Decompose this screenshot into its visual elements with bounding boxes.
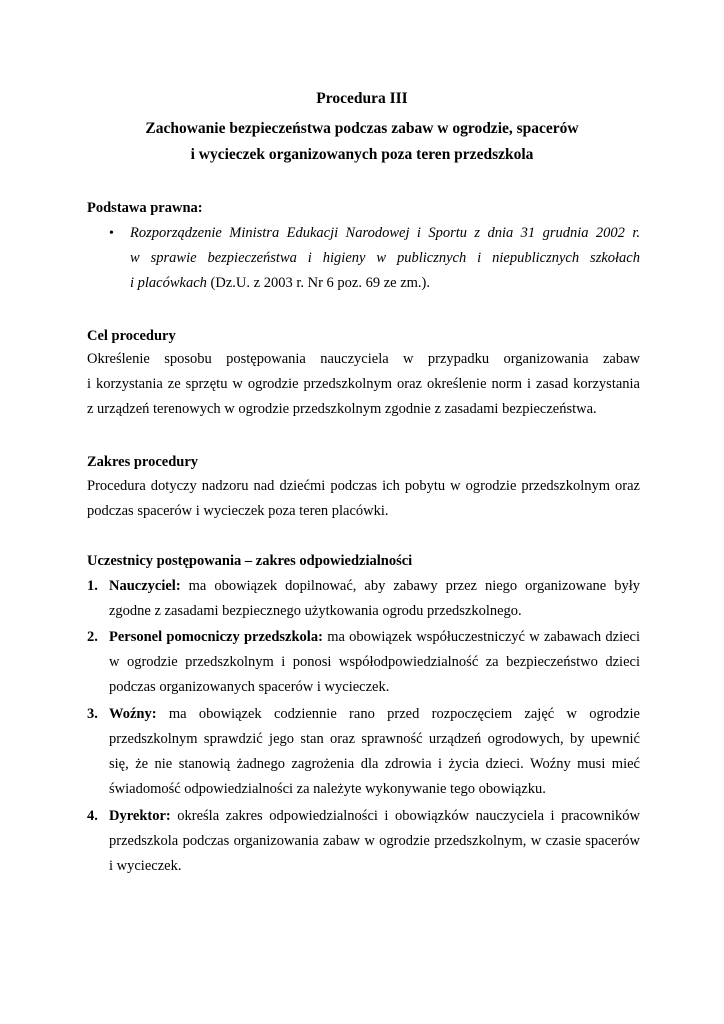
list-item-support-staff bbox=[109, 625, 640, 700]
participants-heading: Uczestnicy postępowania – zakres odpowiedzialności bbox=[87, 553, 413, 569]
list-item-teacher bbox=[109, 574, 640, 624]
list-item-director bbox=[109, 804, 640, 879]
procedure-title-line-2: i wycieczek organizowanych poza teren przedszkola bbox=[190, 146, 534, 163]
legal-basis-line: w sprawie bezpieczeństwa i higieny w publicznych i niepublicznych szkołach bbox=[130, 250, 640, 266]
list-item-line: zgodne z zasadami bezpiecznego użytkowania ogrodu przedszkolnego. bbox=[109, 603, 522, 619]
list-item-number: 1. bbox=[87, 578, 98, 594]
list-item-label: Dyrektor: bbox=[109, 808, 171, 824]
list-item-line: podczas organizowanych spacerów i wycieczek. bbox=[109, 679, 390, 695]
goal-heading: Cel procedury bbox=[87, 328, 176, 344]
list-item-line: przedszkola podczas organizowania zabaw w ogrodzie przedszkolnym, w czasie spacerów bbox=[109, 833, 640, 849]
legal-basis-line: Rozporządzenie Ministra Edukacji Narodowej i Sportu z dnia 31 grudnia 2002 r. bbox=[130, 225, 640, 241]
legal-basis-italic-part: i placówkach bbox=[130, 275, 207, 291]
list-item-text: ma obowiązek dopilnować, aby zabawy przez niego organizowane były bbox=[180, 578, 640, 594]
legal-basis-text bbox=[130, 221, 640, 296]
scope-line: podczas spacerów i wycieczek poza teren placówki. bbox=[87, 503, 389, 519]
list-item-label: Woźny: bbox=[109, 706, 157, 722]
scope-heading: Zakres procedury bbox=[87, 454, 199, 470]
procedure-title-line-1: Zachowanie bezpieczeństwa podczas zabaw w ogrodzie, spacerów bbox=[145, 120, 579, 137]
scope-line: Procedura dotyczy nadzoru nad dziećmi podczas ich pobytu w ogrodzie przedszkolnym oraz bbox=[87, 478, 640, 494]
goal-line: i korzystania ze sprzętu w ogrodzie przedszkolnym oraz określenie norm i zasad korzystania bbox=[87, 376, 640, 392]
bullet-icon: • bbox=[109, 226, 114, 241]
list-item-line: się, że nie stanowią żadnego zagrożenia dla zdrowia i życia dzieci. Woźny musi mieć bbox=[109, 756, 640, 772]
list-item-line: świadomość odpowiedzialności za należyte wykonywanie tego obowiązku. bbox=[109, 781, 546, 797]
list-item-text: ma obowiązek współuczestniczyć w zabawach dzieci bbox=[322, 629, 640, 645]
legal-basis-heading: Podstawa prawna: bbox=[87, 200, 203, 216]
list-item-line bbox=[109, 702, 640, 727]
goal-line: z urządzeń terenowych w ogrodzie przedszkolnym zgodnie z zasadami bezpieczeństwa. bbox=[87, 401, 597, 417]
list-item-text: określa zakres odpowiedzialności i obowiązków nauczyciela i pracowników bbox=[170, 808, 640, 824]
list-item-label: Personel pomocniczy przedszkola: bbox=[109, 629, 323, 645]
list-item-line: w ogrodzie przedszkolnym i ponosi współodpowiedzialność za bezpieczeństwo dzieci bbox=[109, 654, 640, 670]
goal-line: Określenie sposobu postępowania nauczyciela w przypadku organizowania zabaw bbox=[87, 351, 640, 367]
list-item-number: 2. bbox=[87, 629, 98, 645]
list-item-number: 4. bbox=[87, 808, 98, 824]
list-item-line: i wycieczek. bbox=[109, 858, 182, 874]
legal-basis-citation: (Dz.U. z 2003 r. Nr 6 poz. 69 ze zm.). bbox=[206, 275, 430, 291]
scope-paragraph bbox=[87, 474, 640, 524]
list-item-label: Nauczyciel: bbox=[109, 578, 181, 594]
list-item-text: ma obowiązek codziennie rano przed rozpoczęciem zajęć w ogrodzie bbox=[156, 706, 640, 722]
legal-basis-line-last bbox=[130, 271, 640, 296]
goal-paragraph bbox=[87, 347, 640, 422]
list-item-line: przedszkolnym sprawdzić jego stan oraz sprawność urządzeń ogrodowych, by upewnić bbox=[109, 731, 640, 747]
list-item-line bbox=[109, 625, 640, 650]
list-item-caretaker bbox=[109, 702, 640, 802]
procedure-number: Procedura III bbox=[316, 90, 408, 107]
list-item-line bbox=[109, 574, 640, 599]
list-item-line bbox=[109, 804, 640, 829]
list-item-number: 3. bbox=[87, 706, 98, 722]
